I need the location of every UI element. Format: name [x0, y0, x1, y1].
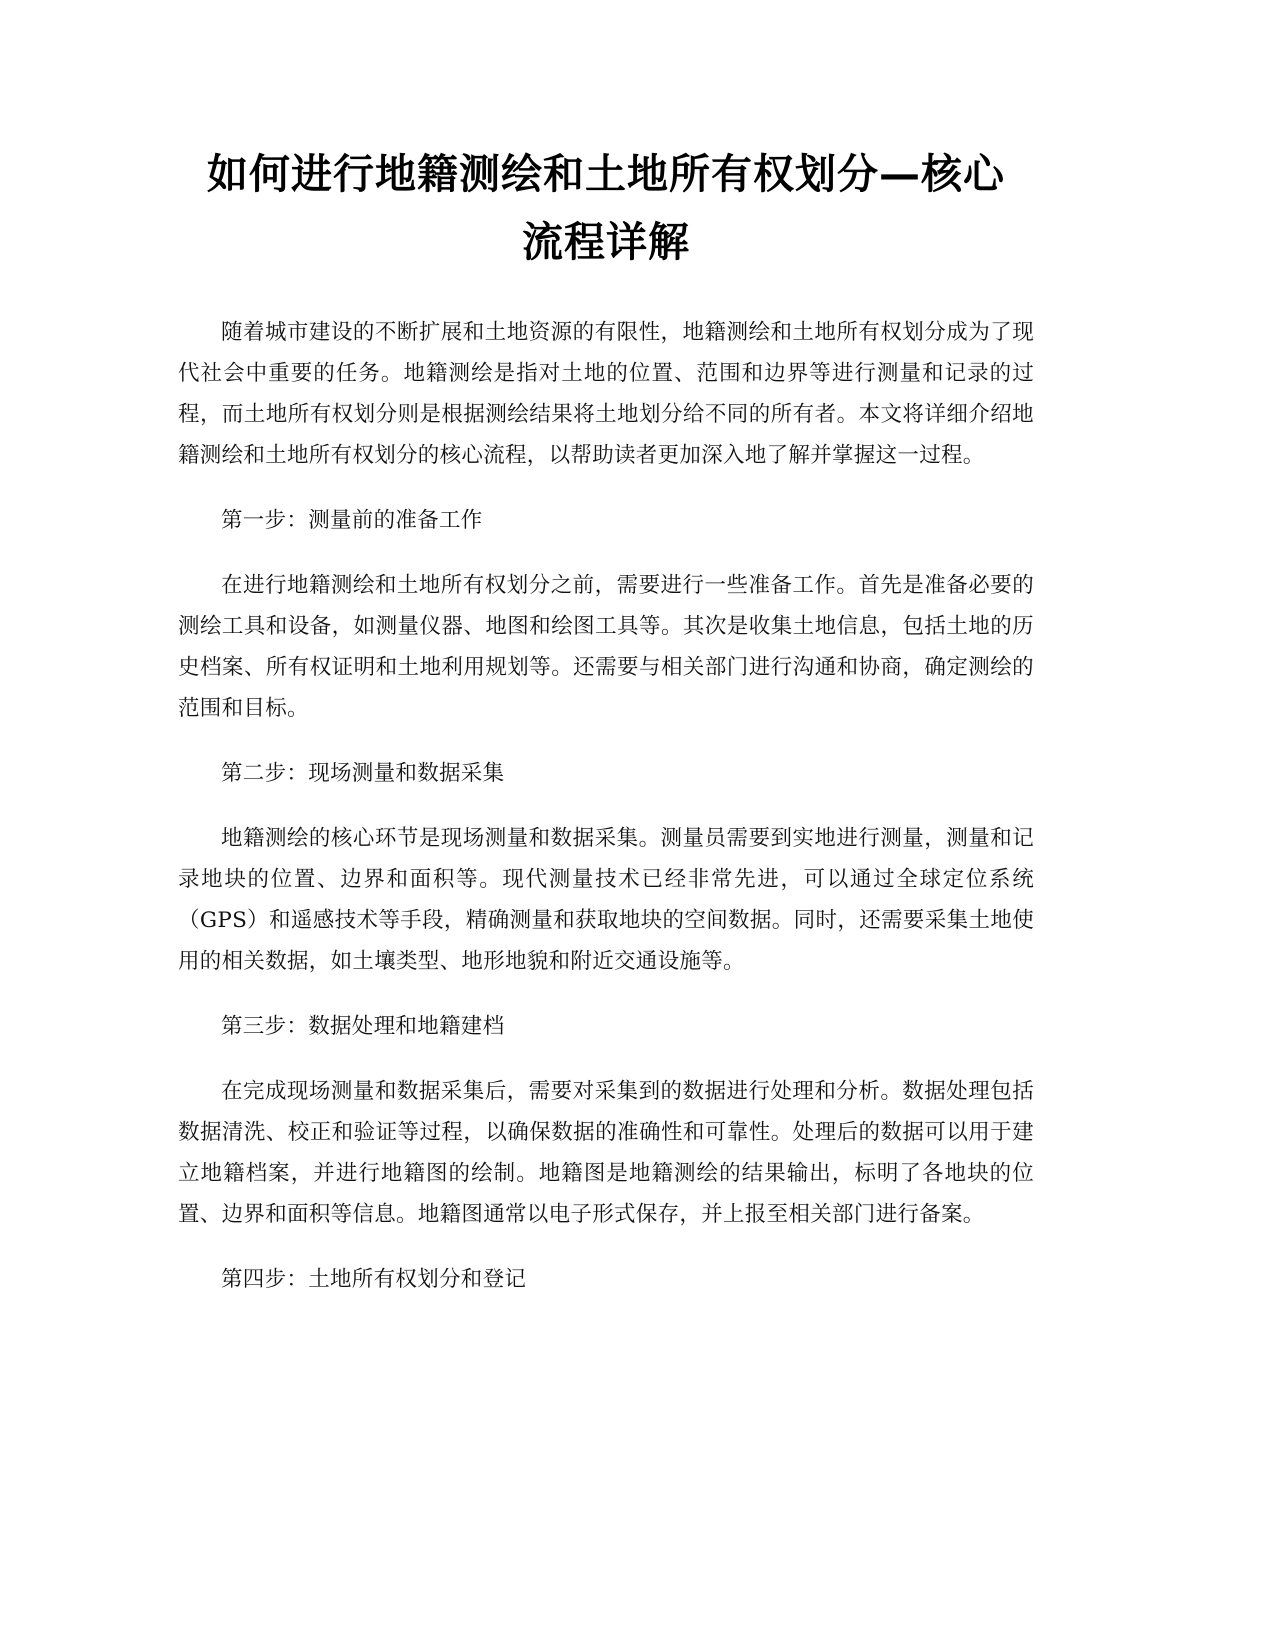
step2-paragraph: 地籍测绘的核心环节是现场测量和数据采集。测量员需要到实地进行测量，测量和记录地块的位置、边界和面积等。现代测量技术已经非常先进，可以通过全球定位系统（GPS）和遥感技术等手段，精确测量和获取地块的空间数据。同时，还需要采集土地使用的相关数据，如土壤类型、地形地貌和附近交通设施等。 — [178, 826, 1034, 974]
title-line-2: 流程详解 — [522, 218, 690, 266]
document-title — [178, 140, 1034, 276]
document-page — [178, 140, 1034, 1324]
step3-heading: 第三步：数据处理和地籍建档 — [221, 1014, 505, 1039]
step2-heading: 第二步：现场测量和数据采集 — [221, 761, 505, 786]
step4-heading: 第四步：土地所有权划分和登记 — [221, 1267, 527, 1292]
intro-paragraph: 随着城市建设的不断扩展和土地资源的有限性，地籍测绘和土地所有权划分成为了现代社会中重要的任务。地籍测绘是指对土地的位置、范围和边界等进行测量和记录的过程，而土地所有权划分则是根据测绘结果将土地划分给不同的所有者。本文将详细介绍地籍测绘和土地所有权划分的核心流程，以帮助读者更加深入地了解并掌握这一过程。 — [178, 320, 1034, 468]
document-body — [178, 312, 1034, 1300]
step1-heading: 第一步：测量前的准备工作 — [221, 508, 483, 533]
step3-paragraph: 在完成现场测量和数据采集后，需要对采集到的数据进行处理和分析。数据处理包括数据清洗、校正和验证等过程，以确保数据的准确性和可靠性。处理后的数据可以用于建立地籍档案，并进行地籍图的绘制。地籍图是地籍测绘的结果输出，标明了各地块的位置、边界和面积等信息。地籍图通常以电子形式保存，并上报至相关部门进行备案。 — [178, 1079, 1034, 1227]
step1-paragraph: 在进行地籍测绘和土地所有权划分之前，需要进行一些准备工作。首先是准备必要的测绘工具和设备，如测量仪器、地图和绘图工具等。其次是收集土地信息，包括土地的历史档案、所有权证明和土地利用规划等。还需要与相关部门进行沟通和协商，确定测绘的范围和目标。 — [178, 573, 1034, 721]
title-line-1: 如何进行地籍测绘和土地所有权划分—核心 — [207, 150, 1005, 198]
